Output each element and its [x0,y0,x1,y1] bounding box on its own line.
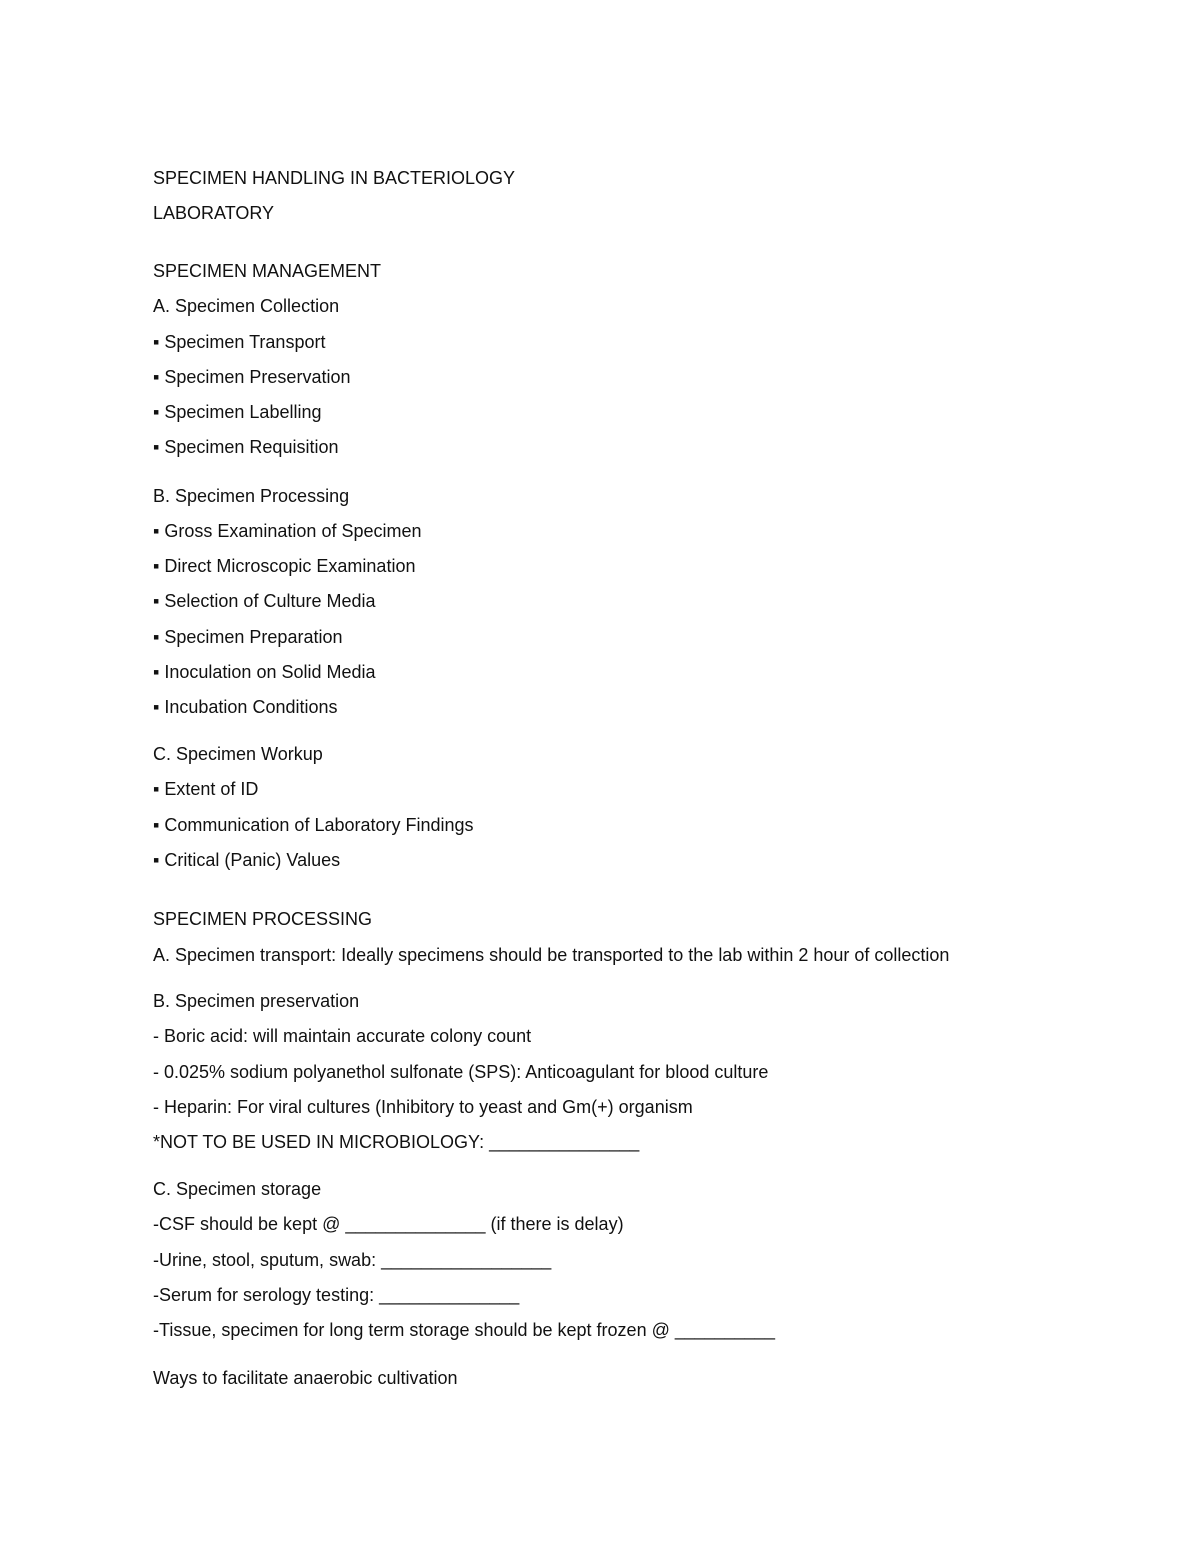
section-b-item: ▪ Specimen Preparation [153,627,343,647]
section-b-item: ▪ Direct Microscopic Examination [153,556,416,576]
section-b-item: ▪ Gross Examination of Specimen [153,521,422,541]
section-c-item: ▪ Critical (Panic) Values [153,850,341,870]
section-c-item: ▪ Extent of ID [153,779,259,799]
transport-text: A. Specimen transport: Ideally specimens should be transported to the lab within 2 hour of collection [153,945,950,965]
section-c-item: ▪ Communication of Laboratory Findings [153,815,474,835]
section-b-item: ▪ Selection of Culture Media [153,591,376,611]
section-c-title: C. Specimen Workup [153,744,323,764]
doc-title-line-1: SPECIMEN HANDLING IN BACTERIOLOGY [153,168,516,188]
section-b-title: B. Specimen Processing [153,486,350,506]
storage-item: -Serum for serology testing: ______________ [153,1285,520,1305]
storage-item: -Tissue, specimen for long term storage should be kept frozen @ __________ [153,1320,775,1340]
preservation-title: B. Specimen preservation [153,991,360,1011]
section-b-item: ▪ Incubation Conditions [153,697,338,717]
preservation-item: - Heparin: For viral cultures (Inhibitory to yeast and Gm(+) organism [153,1097,693,1117]
section-b-item: ▪ Inoculation on Solid Media [153,662,376,682]
management-heading: SPECIMEN MANAGEMENT [153,261,382,281]
storage-title: C. Specimen storage [153,1179,322,1199]
anaerobic-heading: Ways to facilitate anaerobic cultivation [153,1368,458,1388]
preservation-item: - 0.025% sodium polyanethol sulfonate (SPS): Anticoagulant for blood culture [153,1062,769,1082]
section-a-item: ▪ Specimen Requisition [153,437,339,457]
section-a-item: ▪ Specimen Labelling [153,402,322,422]
processing-heading: SPECIMEN PROCESSING [153,909,373,929]
storage-item: -Urine, stool, sputum, swab: _________________ [153,1250,552,1270]
preservation-item: - Boric acid: will maintain accurate colony count [153,1026,532,1046]
section-a-title: A. Specimen Collection [153,296,340,316]
storage-item: -CSF should be kept @ ______________ (if there is delay) [153,1214,624,1234]
section-a-item: ▪ Specimen Preservation [153,367,351,387]
section-a-item: ▪ Specimen Transport [153,332,326,352]
doc-title-line-2: LABORATORY [153,203,275,223]
preservation-note: *NOT TO BE USED IN MICROBIOLOGY: _______________ [153,1132,640,1152]
